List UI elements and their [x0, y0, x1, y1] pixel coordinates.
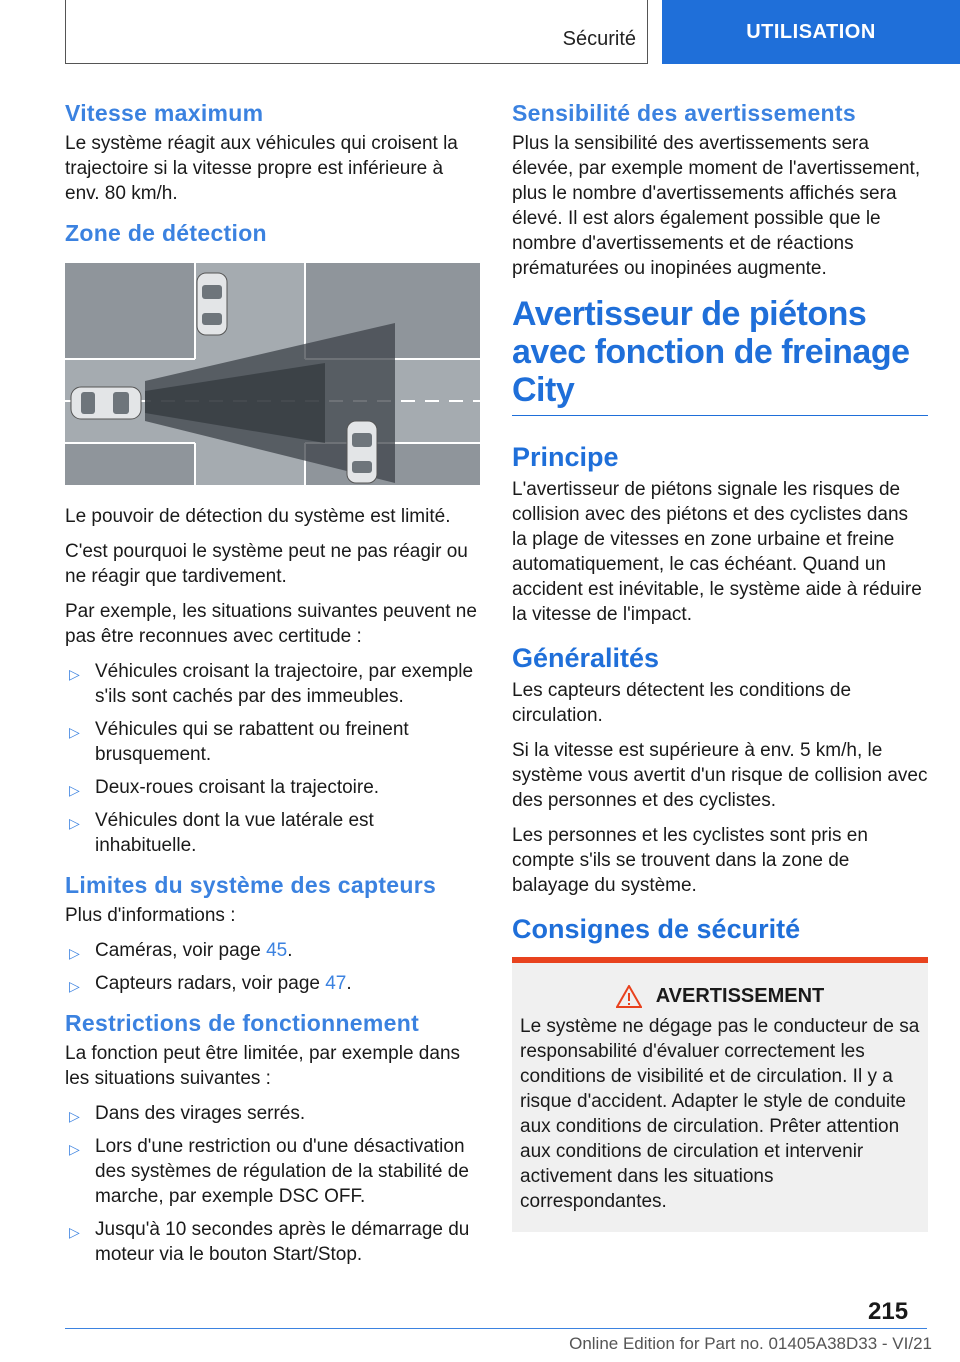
page-number: 215: [868, 1298, 909, 1325]
triangle-bullet-icon: ▷: [69, 782, 80, 798]
heading-sensibilite: Sensibilité des avertissements: [512, 100, 856, 126]
footer-divider: [65, 1328, 927, 1329]
paragraph: C'est pourquoi le système peut ne pas réagir ou ne réagir que tardivement.: [65, 541, 468, 587]
list-item: ▷ Véhicules croisant la trajectoire, par exemple s'ils sont cachés par des immeubles.: [69, 661, 474, 707]
list-item: ▷ Lors d'une restriction ou d'une désactivation des systèmes de régulation de la stabilité de marche, par exemple DSC OFF.: [69, 1136, 469, 1207]
triangle-bullet-icon: ▷: [69, 978, 80, 994]
list-item: ▷ Capteurs radars, voir page 47.: [65, 971, 480, 996]
heading-zone-detection: Zone de détection: [65, 220, 267, 246]
paragraph: Si la vitesse est supérieure à env. 5 km/h, le système vous avertit d'un risque de collision avec des personnes et des cyclistes.: [512, 740, 928, 811]
list-item: ▷ Caméras, voir page 45.: [65, 938, 480, 963]
heading-principe: Principe: [512, 442, 619, 472]
triangle-bullet-icon: ▷: [69, 945, 80, 961]
heading-vitesse-maximum: Vitesse maximum: [65, 100, 264, 126]
triangle-bullet-icon: ▷: [69, 815, 80, 831]
left-column: [65, 100, 480, 1281]
warning-triangle-icon: [616, 985, 642, 1008]
heading-consignes: Consignes de sécurité: [512, 914, 801, 944]
bullet-list: [65, 1101, 480, 1267]
paragraph: Par exemple, les situations suivantes peuvent ne pas être reconnues avec certitude :: [65, 601, 477, 647]
list-item: ▷ Jusqu'à 10 secondes après le démarrage du moteur via le bouton Start/Stop.: [69, 1219, 470, 1265]
heading-limites-capteurs: Limites du système des capteurs: [65, 872, 437, 898]
right-column: [512, 100, 928, 1232]
section-sensibilite: [512, 100, 928, 281]
triangle-bullet-icon: ▷: [69, 1108, 80, 1124]
triangle-bullet-icon: ▷: [69, 724, 80, 740]
list-item: ▷ Véhicules qui se rabattent ou freinent brusquement.: [69, 719, 409, 765]
paragraph: Le système réagit aux véhicules qui croisent la trajectoire si la vitesse propre est inférieure à env. 80 km/h.: [65, 133, 458, 204]
list-item: ▷ Deux-roues croisant la trajectoire.: [65, 775, 480, 800]
heading-restrictions: Restrictions de fonctionnement: [65, 1010, 420, 1036]
section-limites-capteurs: [65, 872, 480, 996]
section-zone-detection: [65, 220, 480, 858]
triangle-bullet-icon: ▷: [69, 1224, 80, 1240]
section-vitesse-maximum: [65, 100, 480, 206]
paragraph: L'avertisseur de piétons signale les risques de collision avec des piétons et des cyclistes dans la plage de vitesses en zone urbaine et freine automatiquement, le cas échéant. Quand un accident est inévitable, le système aide à réduire la vitesse de l'impact.: [512, 479, 922, 625]
header-section-title: Sécurité: [562, 28, 636, 50]
header-chapter-tab[interactable]: UTILISATION: [662, 0, 960, 64]
paragraph: Plus la sensibilité des avertissements sera élevée, par exemple moment de l'avertissement, plus le nombre d'avertissements affichés sera élevé. Il est alors également possible que le nombre d'avertissements et de réactions prématurées ou inopinées augmente.: [512, 133, 921, 279]
heading-generalites: Généralités: [512, 643, 660, 673]
section-restrictions: [65, 1010, 480, 1267]
paragraph: Les capteurs détectent les conditions de circulation.: [512, 680, 852, 726]
chapter-title: Avertisseur de piétons avec fonction de freinage City: [512, 295, 928, 416]
bullet-list: [65, 659, 480, 858]
page-link-47[interactable]: 47: [325, 973, 347, 994]
triangle-bullet-icon: ▷: [69, 666, 80, 682]
warning-box: [512, 957, 928, 1232]
detection-zone-illustration: [65, 263, 480, 485]
page-link-45[interactable]: 45: [266, 940, 288, 961]
bullet-list: [65, 938, 480, 996]
triangle-bullet-icon: ▷: [69, 1141, 80, 1157]
paragraph: La fonction peut être limitée, par exemple dans les situations suivantes :: [65, 1043, 461, 1089]
warning-header: [520, 985, 920, 1008]
list-item: ▷ Dans des virages serrés.: [65, 1101, 480, 1126]
paragraph: Le pouvoir de détection du système est limité.: [65, 506, 451, 527]
list-item: ▷ Véhicules dont la vue latérale est inhabituelle.: [69, 810, 374, 856]
paragraph: Plus d'informations :: [65, 905, 236, 926]
warning-text: Le système ne dégage pas le conducteur de sa responsabilité d'évaluer correctement les conditions de visibilité et de circulation. Il y a risque d'accident. Adapter le style de conduite aux conditions de circulation. Prêter attention aux conditions de circulation et intervenir activement dans les situations correspondantes.: [520, 1016, 920, 1212]
footer-edition: Online Edition for Part no. 01405A38D33 - VI/21: [569, 1334, 932, 1353]
warning-title: AVERTISSEMENT: [655, 985, 825, 1007]
paragraph: Les personnes et les cyclistes sont pris en compte s'ils se trouvent dans la zone de balayage du système.: [512, 825, 868, 896]
